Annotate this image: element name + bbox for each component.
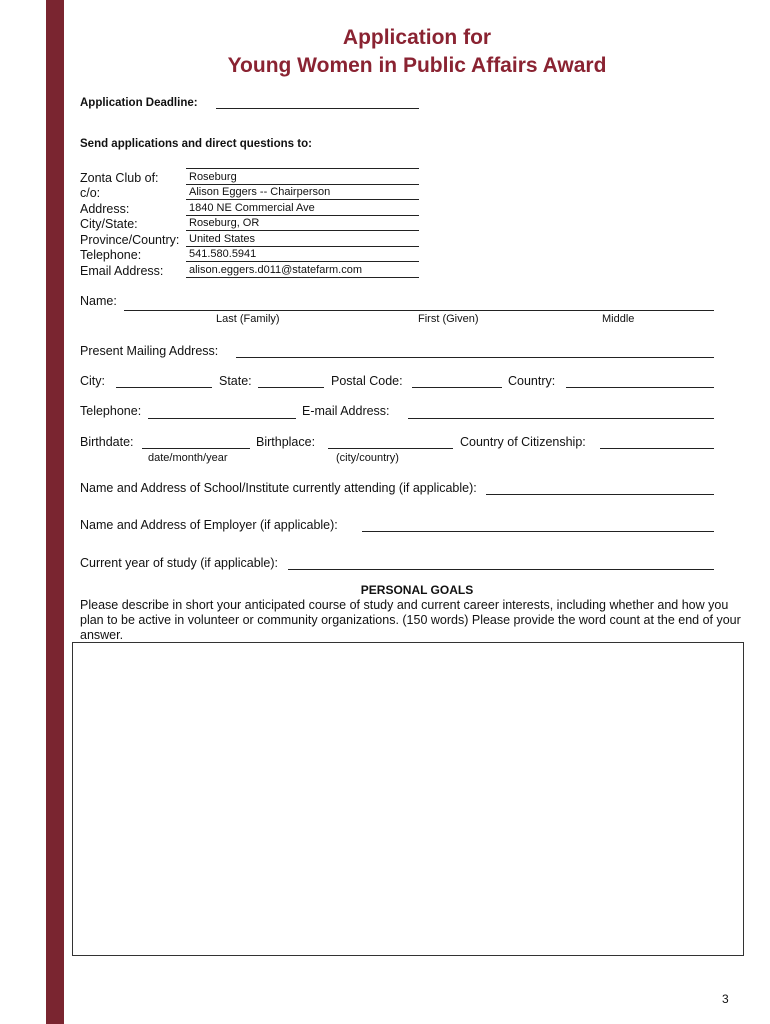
page-number: 3 [722, 992, 729, 1006]
contact-label-country: Province/Country: [80, 233, 180, 247]
city-label: City: [80, 374, 105, 388]
telephone-field[interactable] [148, 418, 296, 419]
contact-label-club: Zonta Club of: [80, 171, 159, 185]
birthdate-label: Birthdate: [80, 435, 134, 449]
contact-value-address: 1840 NE Commercial Ave [189, 202, 315, 214]
year-of-study-label: Current year of study (if applicable): [80, 556, 279, 570]
name-first-hint: First (Given) [418, 313, 479, 325]
contact-value-citystate: Roseburg, OR [189, 217, 260, 229]
deadline-label: Application Deadline: [80, 97, 198, 109]
sidebar-accent-bar [46, 0, 64, 1024]
contact-rule [186, 199, 419, 200]
employer-field[interactable] [362, 531, 714, 532]
contact-label-email: Email Address: [80, 264, 164, 278]
name-label: Name: [80, 294, 117, 308]
citizenship-label: Country of Citizenship: [460, 435, 586, 449]
name-last-hint: Last (Family) [216, 313, 280, 325]
year-of-study-field[interactable] [288, 569, 714, 570]
contact-value-telephone: 541.580.5941 [189, 248, 257, 260]
email-label: E-mail Address: [302, 404, 390, 418]
contact-rule [186, 246, 419, 247]
name-middle-hint: Middle [602, 313, 635, 325]
state-field[interactable] [258, 387, 324, 388]
citizenship-field[interactable] [600, 448, 714, 449]
personal-goals-answer-box[interactable] [72, 642, 744, 956]
contact-rule [186, 261, 419, 262]
contact-rule [186, 184, 419, 185]
contact-rule [186, 277, 419, 278]
birthplace-hint: (city/country) [336, 452, 399, 464]
contact-label-telephone: Telephone: [80, 248, 142, 262]
employer-label: Name and Address of Employer (if applicable): [80, 518, 338, 532]
send-to-label: Send applications and direct questions to: [80, 138, 312, 150]
contact-value-email: alison.eggers.d011@statefarm.com [189, 264, 362, 276]
country-field[interactable] [566, 387, 714, 388]
personal-goals-instructions: Please describe in short your anticipated course of study and current career interests, including whether and how you plan to be active in volunteer or community organizations. (150 words) Please provide the word count at the end of your answer. [80, 598, 741, 642]
mailing-address-field[interactable] [236, 357, 714, 358]
country-label: Country: [508, 374, 556, 388]
title-line-2: Young Women in Public Affairs Award [227, 54, 607, 77]
postal-code-field[interactable] [412, 387, 502, 388]
contact-label-co: c/o: [80, 186, 101, 200]
birthplace-label: Birthplace: [256, 435, 316, 449]
contact-label-address: Address: [80, 202, 130, 216]
contact-rule [186, 215, 419, 216]
contact-rule [186, 230, 419, 231]
postal-code-label: Postal Code: [331, 374, 403, 388]
birthdate-hint: date/month/year [148, 452, 228, 464]
birthdate-field[interactable] [142, 448, 250, 449]
name-field[interactable] [124, 310, 714, 311]
school-label: Name and Address of School/Institute currently attending (if applicable): [80, 481, 477, 495]
birthplace-field[interactable] [328, 448, 453, 449]
title-line-1: Application for [342, 26, 492, 49]
city-field[interactable] [116, 387, 212, 388]
state-label: State: [219, 374, 252, 388]
telephone-label: Telephone: [80, 404, 142, 418]
contact-label-citystate: City/State: [80, 217, 138, 231]
contact-value-co: Alison Eggers -- Chairperson [189, 186, 331, 198]
deadline-field[interactable] [216, 108, 419, 109]
contact-value-country: United States [189, 233, 256, 245]
mailing-address-label: Present Mailing Address: [80, 344, 219, 358]
contact-top-rule [186, 168, 419, 169]
contact-value-club: Roseburg [189, 171, 237, 183]
school-field[interactable] [486, 494, 714, 495]
personal-goals-heading: PERSONAL GOALS [360, 583, 474, 597]
email-field[interactable] [408, 418, 714, 419]
